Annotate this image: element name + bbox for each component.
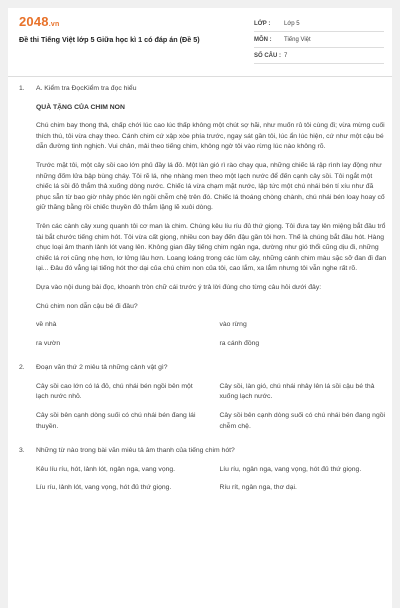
logo-main-text: 2048 <box>19 14 49 29</box>
meta-value: 7 <box>284 52 288 59</box>
instruction-text: Dựa vào nội dung bài đọc, khoanh tròn chữ cái trước ý trả lời đúng cho từng câu hỏi dưới đây: <box>36 283 322 291</box>
answer-option[interactable]: Cây sồi cao lớn có lá đỏ, chú nhái bén ngồi bên một lạch nước nhỏ. <box>36 382 193 401</box>
answer-option[interactable]: vào rừng <box>219 321 247 329</box>
question-3 <box>19 446 387 494</box>
reading-paragraph: Trên các cành cây xung quanh tôi cơ man là chim. Chúng kêu líu ríu đủ thứ giọng. Tôi đưa tay lên miệng bắt đầu trổ tài bắt chước tiếng chim hót. Tôi vừa cất giọng, nhiều con bay đến đậu gần tôi hơn. Thế là chúng bắt đầu hót. Hàng chục loại âm thanh lảnh lót vang lên. Không gian đầy tiếng chim ngân nga, dường như gió thổi cũng dịu đi, những chiếc lá rơi cũng nhẹ hơn, lơ lửng lâu hơn. Loang loáng trong các lùm cây, những cánh chim màu sặc sỡ đan đi đan lại... Đâu đó vẳng lại tiếng hót thơ dại của chú chim non của tôi, cao lắm, xa lắm nhưng tôi vẫn nghe rất rõ. <box>36 222 387 273</box>
answer-option[interactable]: ra cánh đồng <box>219 339 260 347</box>
site-logo[interactable] <box>19 14 59 29</box>
answer-options <box>36 320 387 349</box>
answer-option[interactable]: ra vườn <box>36 339 61 347</box>
meta-label: MÔN : <box>254 36 272 43</box>
sub-question-text: Chú chim non dẫn cậu bé đi đâu? <box>36 302 138 310</box>
meta-label: SỐ CÂU : <box>254 52 281 59</box>
answer-option[interactable]: Cây sồi bên cạnh dòng suối có chú nhái bén đang ngồi chễm chệ. <box>219 412 386 430</box>
answer-option[interactable]: Cây sồi, làn gió, chú nhái nhảy lên lá sồi cậu bé thả xuống lạch nước. <box>219 382 375 401</box>
meta-value: Lớp 5 <box>284 20 300 27</box>
answer-options <box>36 382 387 432</box>
answer-option[interactable]: Kêu líu ríu, hót, lảnh lót, ngân nga, vang vọng. <box>36 465 176 473</box>
exam-body <box>19 84 387 504</box>
exam-meta <box>254 16 384 64</box>
page-header <box>8 8 392 76</box>
meta-label: LỚP : <box>254 20 271 27</box>
answer-option[interactable]: về nhà <box>36 321 57 329</box>
exam-title: Đề thi Tiếng Việt lớp 5 Giữa học kì 1 có đáp án (Đề 5) <box>19 35 200 44</box>
answer-option[interactable]: Cây sồi bên cạnh dòng suối có chú nhái bén đang lái thuyền. <box>36 412 196 430</box>
logo-suffix-text: .vn <box>48 21 60 28</box>
question-2 <box>19 363 387 432</box>
question-number: 1. <box>19 85 25 92</box>
meta-row-question-count <box>254 48 384 64</box>
answer-options <box>36 465 387 494</box>
reading-paragraph: Chú chim bay thong thả, chấp chới lúc cao lúc thấp không một chút sợ hãi, như muốn rủ tôi cùng đi; vừa mừng cuối thích thú, tôi vừa chạy theo. Cánh chim cứ xập xòe phía trước, ngay sát gần tôi, lúc ẩn lúc hiện, cứ như một cậu bé dẫn đường tinh nghịch. Vui chân, mải theo tiếng chim, không ngờ tôi vào rừng lúc nào không rõ. <box>36 122 385 151</box>
meta-row-subject <box>254 32 384 48</box>
answer-option[interactable]: Líu ríu, ngân nga, vang vọng, hót đủ thứ giọng. <box>219 465 362 473</box>
meta-value: Tiếng Việt <box>284 36 311 43</box>
question-number: 2. <box>19 364 25 372</box>
question-1 <box>19 84 387 349</box>
question-text: Những từ nào trong bài văn miêu tả âm thanh của tiếng chim hót? <box>36 447 235 455</box>
header-divider <box>8 76 392 77</box>
document-page <box>8 8 392 608</box>
answer-option[interactable]: Ríu rít, ngân nga, thơ dại. <box>219 484 297 492</box>
question-text: Đoạn văn thứ 2 miêu tả những cảnh vật gì? <box>36 364 168 372</box>
question-text: A. Kiểm tra ĐọcKiểm tra đọc hiểu <box>36 85 137 92</box>
answer-option[interactable]: Líu ríu, lảnh lót, vang vọng, hót đủ thứ giọng. <box>36 484 172 492</box>
meta-row-class <box>254 16 384 32</box>
question-number: 3. <box>19 447 25 455</box>
reading-paragraph: Trước mặt tôi, một cây sồi cao lớn phủ đầy lá đỏ. Một làn gió rì rào chạy qua, những chiếc lá rập rình lay động như những đốm lửa bập bùng cháy. Tôi rẽ lá, nhẹ nhàng men theo một lạch nước để đến cạnh cây sồi. Tôi ngắt một chiếc lá sồi đỏ thắm thả xuống dòng nước. Chiếc lá vừa chạm mặt nước, lập tức một chú nhái bén tí xíu như đã phục sẵn từ bao giờ nhảy phóc lên ngồi chễm chệ trên đó. Chiếc lá thoáng chòng chành, chú nhái bén loay hoay cố giữ thăng bằng rồi chiếc thuyền đỏ thắm lặng lẽ xuôi dòng. <box>36 161 385 212</box>
reading-title: QUÀ TẶNG CỦA CHIM NON <box>36 103 125 111</box>
